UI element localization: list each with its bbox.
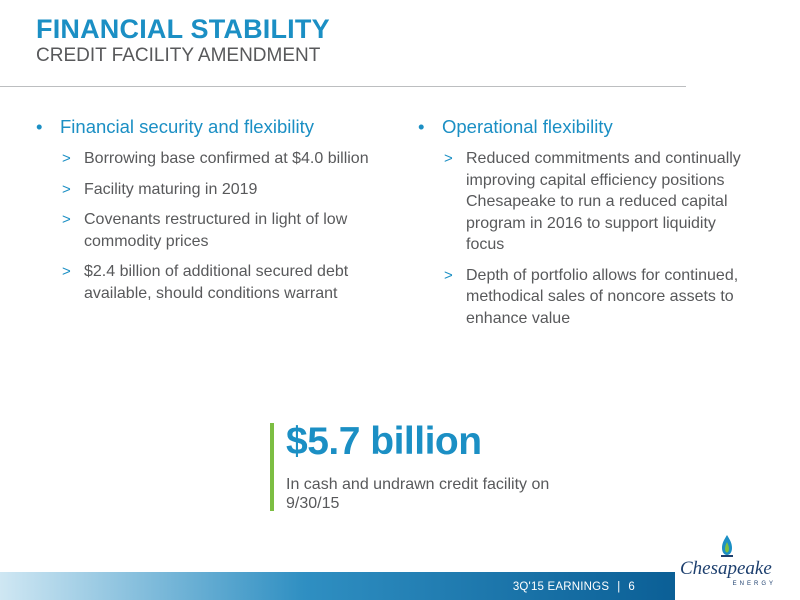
logo-wordmark: Chesapeake [680,558,772,579]
right-heading-text: Operational flexibility [442,116,613,137]
list-item-text: $2.4 billion of additional secured debt available, should conditions warrant [84,263,349,302]
chevron-right-icon: > [444,266,453,284]
list-item [62,148,376,170]
list-item [444,148,748,256]
list-item [62,261,376,304]
list-item-text: Facility maturing in 2019 [84,180,258,198]
callout-description: In cash and undrawn credit facility on 9/30/15 [286,476,550,512]
flame-icon [718,534,736,558]
footer-earnings-label: 3Q'15 EARNINGS [512,581,610,593]
chevron-right-icon: > [62,263,71,280]
chesapeake-logo [680,534,780,594]
footer-label [513,581,635,593]
list-item-text: Depth of portfolio allows for continued, methodical sales of noncore assets to enhance value [466,266,739,327]
left-heading-text: Financial security and flexibility [60,116,314,137]
list-item [62,179,376,201]
bullet-icon: • [36,116,43,137]
page-subtitle: CREDIT FACILITY AMENDMENT [36,45,321,66]
footer-separator: | [617,581,621,593]
list-item [62,209,376,252]
page-title: FINANCIAL STABILITY [36,14,330,44]
list-item-text: Reduced commitments and continually improving capital efficiency positions Chesapeake to run a reduced capital program in 2016 to support liquidity focus [466,150,741,253]
list-item [444,265,748,330]
right-column [418,116,748,338]
right-heading [418,116,748,138]
chevron-right-icon: > [62,150,71,167]
bullet-icon: • [418,116,425,137]
chevron-right-icon: > [444,150,453,167]
page-number: 6 [628,581,635,593]
logo-tagline: ENERGY [732,581,776,587]
chevron-right-icon: > [62,211,71,228]
chevron-right-icon: > [62,180,71,198]
callout-accent-bar [270,423,274,511]
left-heading [36,116,376,138]
list-item-text: Borrowing base confirmed at $4.0 billion [84,150,369,167]
header-divider [0,86,686,87]
left-column [36,116,376,313]
callout-value: $5.7 billion [286,420,482,463]
list-item-text: Covenants restructured in light of low commodity prices [84,211,348,250]
